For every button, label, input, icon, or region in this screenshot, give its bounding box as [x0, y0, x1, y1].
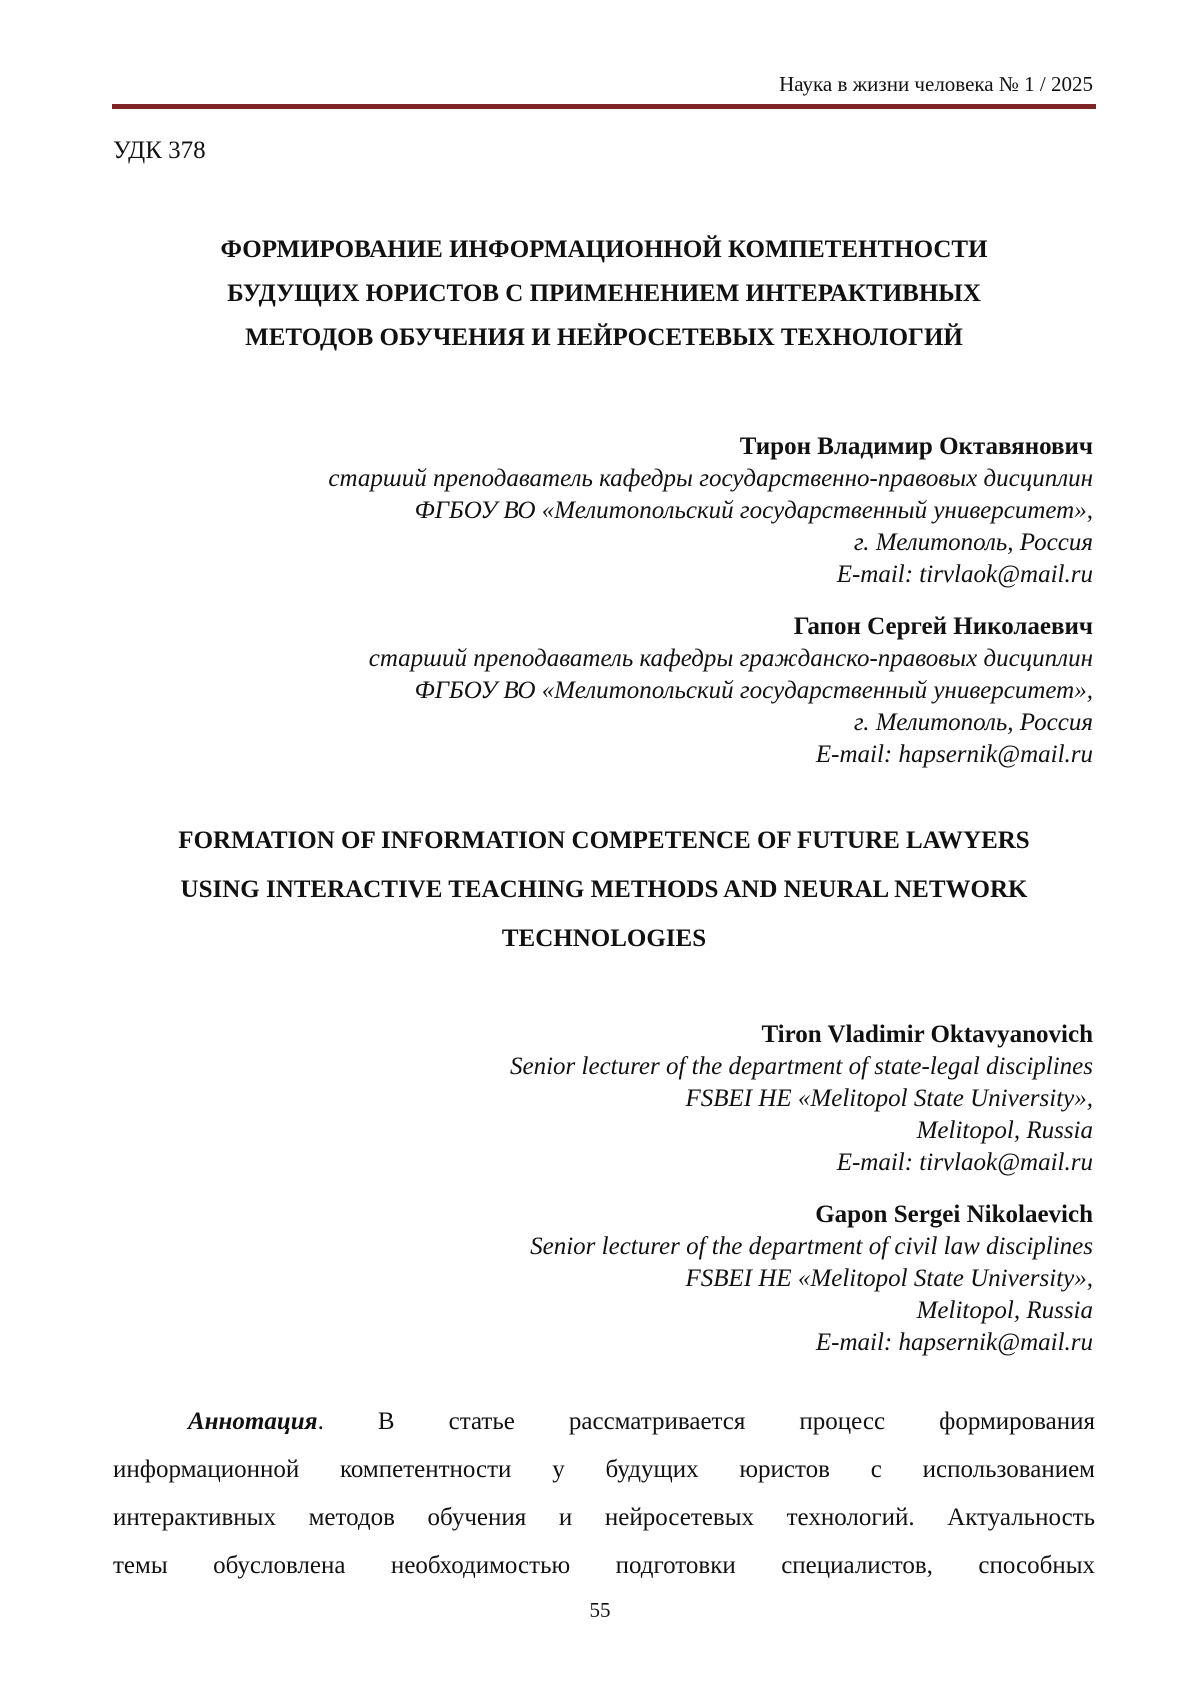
page-number: 55 — [589, 1598, 611, 1622]
author-name: Гапон Сергей Николаевич — [793, 613, 1093, 640]
author-email: E-mail: hapsernik@mail.ru — [815, 1329, 1093, 1356]
author-organization: ФГБОУ ВО «Мелитопольский государственный университет», — [414, 677, 1093, 704]
title-ru-line: ФОРМИРОВАНИЕ ИНФОРМАЦИОННОЙ КОМПЕТЕНТНОСТИ — [220, 236, 988, 263]
author-name: Тирон Владимир Октавянович — [739, 433, 1093, 460]
author-organization: ФГБОУ ВО «Мелитопольский государственный университет», — [414, 497, 1093, 524]
author-city: г. Мелитополь, Россия — [853, 709, 1093, 736]
author-position: старший преподаватель кафедры государственно-правовых дисциплин — [328, 465, 1093, 492]
running-header: Наука в жизни человека № 1 / 2025 — [779, 72, 1093, 96]
abstract-line1-text: . В статье рассматривается процесс формирования — [317, 1408, 1095, 1435]
title-english — [112, 816, 1096, 963]
title-ru-line: БУДУЩИХ ЮРИСТОВ С ПРИМЕНЕНИЕМ ИНТЕРАКТИВНЫХ — [227, 280, 981, 307]
author-name: Gapon Sergei Nikolaevich — [815, 1201, 1093, 1228]
author-city: Melitopol, Russia — [916, 1117, 1093, 1144]
title-en-line: USING INTERACTIVE TEACHING METHODS AND NEURAL NETWORK — [180, 876, 1028, 903]
abstract-line: информационной компетентности у будущих юристов с использованием — [113, 1456, 1095, 1483]
author-organization: FSBEI HE «Melitopol State University», — [685, 1085, 1093, 1112]
author-en-tiron — [510, 1019, 1093, 1179]
udc-code: УДК 378 — [113, 137, 206, 164]
abstract-line — [113, 1398, 1095, 1446]
abstract-lead: Аннотация — [188, 1408, 318, 1435]
abstract — [113, 1398, 1095, 1590]
header-rule — [112, 104, 1096, 109]
title-en-line: FORMATION OF INFORMATION COMPETENCE OF FUTURE LAWYERS — [178, 827, 1030, 854]
author-position: Senior lecturer of the department of state-legal disciplines — [510, 1053, 1093, 1080]
title-en-line: TECHNOLOGIES — [501, 925, 707, 952]
abstract-line: темы обусловлена необходимостью подготовки специалистов, способных — [113, 1552, 1095, 1579]
author-email: E-mail: hapsernik@mail.ru — [815, 741, 1093, 768]
author-city: Melitopol, Russia — [916, 1297, 1093, 1324]
title-ru-line: МЕТОДОВ ОБУЧЕНИЯ И НЕЙРОСЕТЕВЫХ ТЕХНОЛОГИЙ — [245, 324, 963, 351]
author-city: г. Мелитополь, Россия — [853, 529, 1093, 556]
author-position: Senior lecturer of the department of civil law disciplines — [530, 1233, 1093, 1260]
author-ru-gapon — [369, 611, 1093, 771]
author-organization: FSBEI HE «Melitopol State University», — [685, 1265, 1093, 1292]
author-name: Tiron Vladimir Oktavyanovich — [761, 1021, 1093, 1048]
author-ru-tiron — [328, 431, 1093, 591]
abstract-line: интерактивных методов обучения и нейросетевых технологий. Актуальность — [113, 1504, 1095, 1531]
author-email: E-mail: tirvlaok@mail.ru — [836, 561, 1093, 588]
author-position: старший преподаватель кафедры гражданско-правовых дисциплин — [368, 645, 1093, 672]
author-email: E-mail: tirvlaok@mail.ru — [836, 1149, 1093, 1176]
title-russian — [112, 228, 1096, 360]
author-en-gapon — [530, 1199, 1093, 1359]
